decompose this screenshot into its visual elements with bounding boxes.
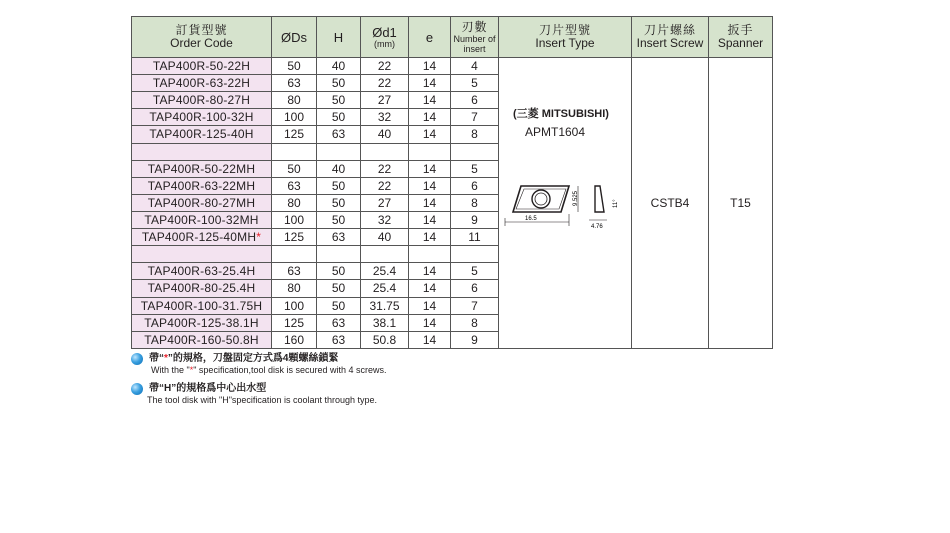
cell-ds: 50 (272, 160, 317, 177)
cell-d1: 22 (361, 75, 409, 92)
blank-cell (451, 246, 499, 263)
cell-h: 50 (317, 211, 361, 228)
blank-cell (409, 246, 451, 263)
blank-cell (317, 143, 361, 160)
cell-n: 8 (451, 314, 499, 331)
header-d1 (361, 17, 409, 58)
blank-cell (272, 143, 317, 160)
order-code-cell (132, 194, 272, 211)
cell-ds: 125 (272, 314, 317, 331)
header-order-code (132, 17, 272, 58)
blank-cell (361, 143, 409, 160)
dim-thick: 4.76 (591, 224, 603, 230)
cell-e: 14 (409, 229, 451, 246)
cell-d1: 25.4 (361, 263, 409, 280)
note-coolant-en: The tool disk with "H"specification is coolant through type. (147, 395, 378, 405)
note-screws-en: With the "*" specification,tool disk is secured with 4 screws. (151, 365, 387, 375)
blank-cell (409, 143, 451, 160)
cell-ds: 80 (272, 92, 317, 109)
insert-side-view (595, 186, 604, 212)
header-ds (272, 17, 317, 58)
cell-e: 14 (409, 314, 451, 331)
order-code-cell (132, 58, 272, 75)
cell-ds: 100 (272, 211, 317, 228)
order-code-cell (132, 280, 272, 297)
order-code: TAP400R-80-27H (152, 93, 251, 108)
cell-e: 14 (409, 109, 451, 126)
cell-ds: 80 (272, 194, 317, 211)
header-spanner (709, 17, 773, 58)
cell-d1: 25.4 (361, 280, 409, 297)
header-insert (499, 17, 632, 58)
order-code: TAP400R-80-27MH (147, 195, 256, 210)
header-teeth (451, 17, 499, 58)
notes (131, 352, 387, 412)
cell-d1: 40 (361, 126, 409, 143)
cell-h: 50 (317, 92, 361, 109)
cell-e: 14 (409, 58, 451, 75)
order-code-cell (132, 314, 272, 331)
cell-e: 14 (409, 126, 451, 143)
order-code-cell (132, 160, 272, 177)
order-code: TAP400R-63-22H (152, 76, 251, 91)
cell-h: 50 (317, 75, 361, 92)
bullet-icon (131, 383, 143, 395)
order-code-cell (132, 229, 272, 246)
screw-en: Insert Screw (636, 36, 704, 50)
blank-cell (361, 246, 409, 263)
cell-ds: 100 (272, 109, 317, 126)
order-code-cell (132, 263, 272, 280)
cell-e: 14 (409, 160, 451, 177)
order-code: TAP400R-125-40H (149, 127, 254, 142)
cell-h: 50 (317, 194, 361, 211)
d1-label: Ød1 (372, 24, 397, 40)
order-code-cell (132, 75, 272, 92)
cell-d1: 32 (361, 211, 409, 228)
note-coolant (131, 382, 387, 406)
cell-d1: 22 (361, 58, 409, 75)
cell-h: 50 (317, 297, 361, 314)
spec-table-body (132, 58, 773, 349)
order-code-en: Order Code (170, 36, 233, 50)
note-screws-zh: 帶“*”的規格，刀盤固定方式爲4顆螺絲鎖緊 (149, 353, 339, 364)
d1-unit: (mm) (374, 38, 395, 49)
dim-angle: 11° (613, 199, 619, 208)
ds-label: ØDs (281, 29, 307, 45)
header-screw (632, 17, 709, 58)
teeth-zh: 刃數 (461, 19, 488, 34)
dim-width: 9.525 (573, 190, 579, 206)
spec-table-wrapper (131, 16, 773, 349)
cell-n: 11 (451, 229, 499, 246)
order-code-cell (132, 177, 272, 194)
cell-n: 6 (451, 92, 499, 109)
cell-ds: 63 (272, 177, 317, 194)
cell-d1: 22 (361, 177, 409, 194)
cell-n: 9 (451, 211, 499, 228)
note-coolant-zh: 帶“H”的規格爲中心出水型 (149, 383, 267, 394)
cell-d1: 31.75 (361, 297, 409, 314)
order-code-zh: 訂貨型號 (175, 23, 228, 37)
cell-h: 63 (317, 126, 361, 143)
teeth-en1: Number of (453, 33, 496, 44)
cell-d1: 27 (361, 194, 409, 211)
blank-cell (132, 143, 272, 160)
cell-ds: 50 (272, 58, 317, 75)
cell-n: 8 (451, 126, 499, 143)
cell-e: 14 (409, 92, 451, 109)
order-code: TAP400R-63-22MH (147, 178, 256, 193)
insert-brand: (三菱 MITSUBISHI) (513, 108, 609, 120)
cell-ds: 63 (272, 75, 317, 92)
insert-zh: 刀片型號 (538, 23, 591, 37)
teeth-en2: insert (463, 43, 486, 54)
order-code: TAP400R-50-22MH (147, 161, 256, 176)
insert-drawing (503, 182, 627, 234)
cell-h: 40 (317, 58, 361, 75)
insert-box (499, 58, 631, 348)
cell-n: 7 (451, 109, 499, 126)
order-code: TAP400R-80-25.4H (147, 281, 256, 296)
cell-ds: 125 (272, 229, 317, 246)
cell-d1: 38.1 (361, 314, 409, 331)
cell-d1: 27 (361, 92, 409, 109)
spanner-zh: 扳手 (727, 23, 754, 37)
cell-ds: 100 (272, 297, 317, 314)
insert-en: Insert Type (535, 36, 595, 50)
cell-ds: 63 (272, 263, 317, 280)
blank-cell (317, 246, 361, 263)
cell-n: 5 (451, 75, 499, 92)
screw-zh: 刀片螺絲 (643, 23, 696, 37)
insert-type-cell (499, 58, 632, 349)
order-code: TAP400R-63-25.4H (147, 264, 256, 279)
order-code-cell (132, 211, 272, 228)
order-code: TAP400R-160-50.8H (144, 332, 259, 347)
table-row (132, 58, 773, 75)
cell-n: 6 (451, 177, 499, 194)
cell-n: 4 (451, 58, 499, 75)
e-label: e (425, 29, 434, 45)
header-h (317, 17, 361, 58)
cell-ds: 160 (272, 331, 317, 348)
order-code: TAP400R-100-32MH (144, 213, 259, 228)
header-row (132, 17, 773, 58)
cell-n: 6 (451, 280, 499, 297)
blank-cell (272, 246, 317, 263)
spanner-cell: T15 (709, 58, 773, 349)
cell-n: 8 (451, 194, 499, 211)
order-code: TAP400R-100-32H (149, 110, 254, 125)
cell-ds: 125 (272, 126, 317, 143)
cell-e: 14 (409, 75, 451, 92)
cell-h: 50 (317, 263, 361, 280)
cell-e: 14 (409, 297, 451, 314)
order-code-cell (132, 126, 272, 143)
spec-table (131, 16, 773, 349)
cell-d1: 22 (361, 160, 409, 177)
blank-cell (451, 143, 499, 160)
insert-code: APMT1604 (525, 125, 586, 139)
cell-e: 14 (409, 263, 451, 280)
insert-screw-cell: CSTB4 (632, 58, 709, 349)
bullet-icon (131, 353, 143, 365)
cell-e: 14 (409, 194, 451, 211)
cell-h: 50 (317, 109, 361, 126)
cell-e: 14 (409, 177, 451, 194)
cell-ds: 80 (272, 280, 317, 297)
cell-h: 63 (317, 229, 361, 246)
h-label: H (333, 29, 344, 45)
cell-e: 14 (409, 280, 451, 297)
order-code-cell (132, 297, 272, 314)
order-code: TAP400R-100-31.75H (140, 298, 263, 313)
cell-d1: 50.8 (361, 331, 409, 348)
cell-h: 40 (317, 160, 361, 177)
cell-e: 14 (409, 211, 451, 228)
order-code: TAP400R-125-40MH (141, 230, 257, 245)
cell-d1: 32 (361, 109, 409, 126)
order-code-cell (132, 109, 272, 126)
order-code-cell (132, 92, 272, 109)
cell-n: 9 (451, 331, 499, 348)
blank-cell (132, 246, 272, 263)
note-screws (131, 352, 387, 376)
cell-h: 50 (317, 280, 361, 297)
dim-length: 16.5 (525, 216, 537, 222)
cell-h: 50 (317, 177, 361, 194)
cell-h: 63 (317, 331, 361, 348)
cell-n: 5 (451, 160, 499, 177)
cell-d1: 40 (361, 229, 409, 246)
order-code: TAP400R-125-38.1H (144, 315, 259, 330)
order-code: TAP400R-50-22H (152, 59, 251, 74)
spanner-en: Spanner (717, 36, 764, 50)
cell-h: 63 (317, 314, 361, 331)
order-code-cell (132, 331, 272, 348)
cell-n: 7 (451, 297, 499, 314)
cell-e: 14 (409, 331, 451, 348)
header-e (409, 17, 451, 58)
cell-n: 5 (451, 263, 499, 280)
screw-mark: * (256, 230, 262, 245)
